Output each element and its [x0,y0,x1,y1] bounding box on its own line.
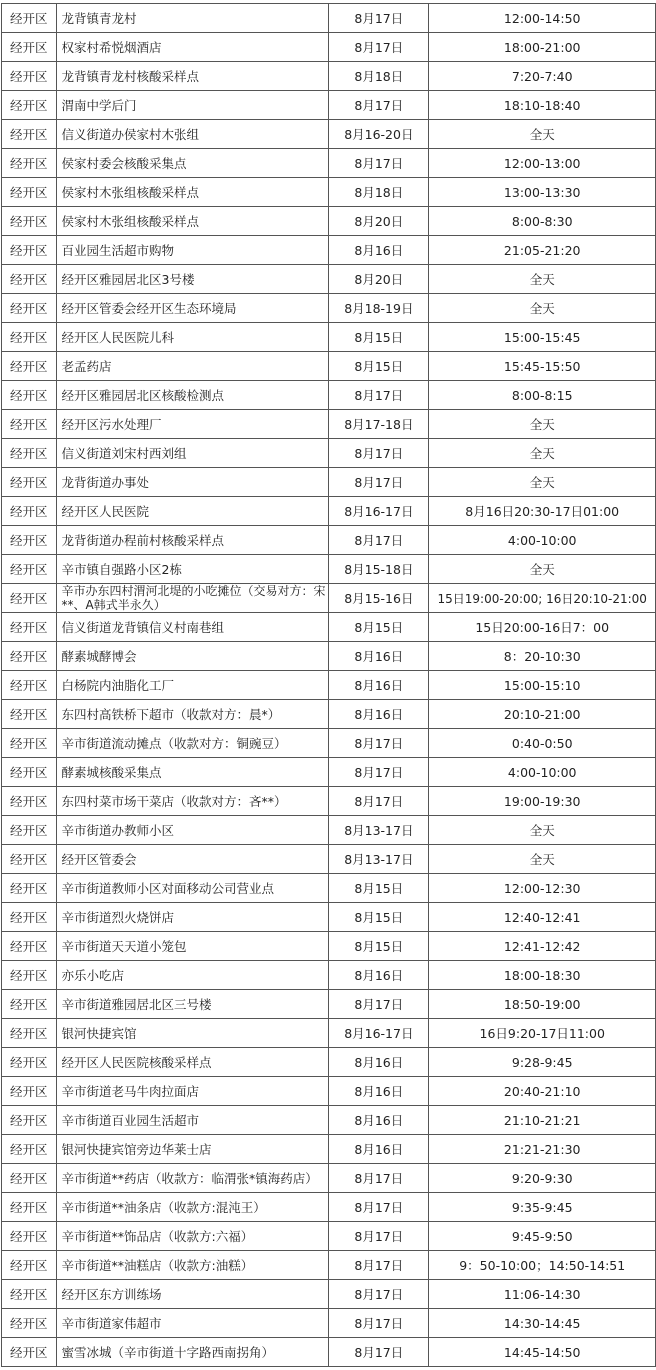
table-row [2,265,656,294]
table-row [2,584,656,613]
date-cell: 8月16日 [329,700,429,729]
date-cell: 8月17-18日 [329,410,429,439]
table-row [2,1048,656,1077]
time-cell: 18:10-18:40 [429,91,656,120]
exposure-locations-table [1,3,656,1367]
area-cell: 经开区 [2,149,57,178]
location-cell: 龙背街道办事处 [56,468,329,497]
table-row [2,91,656,120]
time-cell: 全天 [429,120,656,149]
time-cell: 13:00-13:30 [429,178,656,207]
area-cell: 经开区 [2,1106,57,1135]
area-cell: 经开区 [2,1048,57,1077]
date-cell: 8月17日 [329,1309,429,1338]
time-cell: 8月16日20:30-17日01:00 [429,497,656,526]
time-cell: 9:20-9:30 [429,1164,656,1193]
area-cell: 经开区 [2,4,57,33]
area-cell: 经开区 [2,352,57,381]
area-cell: 经开区 [2,410,57,439]
table-row [2,323,656,352]
table-row [2,642,656,671]
time-cell: 全天 [429,816,656,845]
location-cell: 亦乐小吃店 [56,961,329,990]
table-row [2,1106,656,1135]
table-row [2,497,656,526]
time-cell: 20:40-21:10 [429,1077,656,1106]
time-cell: 14:30-14:45 [429,1309,656,1338]
location-cell: 经开区管委会 [56,845,329,874]
date-cell: 8月17日 [329,439,429,468]
area-cell: 经开区 [2,874,57,903]
location-cell: 白杨院内油脂化工厂 [56,671,329,700]
time-cell: 4:00-10:00 [429,758,656,787]
table-row [2,352,656,381]
time-cell: 12:00-14:50 [429,4,656,33]
location-cell: 蜜雪冰城（辛市街道十字路西南拐角） [56,1338,329,1367]
location-cell: 渭南中学后门 [56,91,329,120]
time-cell: 12:00-13:00 [429,149,656,178]
date-cell: 8月20日 [329,265,429,294]
table-row [2,1251,656,1280]
table-row [2,1077,656,1106]
area-cell: 经开区 [2,236,57,265]
area-cell: 经开区 [2,468,57,497]
table-row [2,236,656,265]
date-cell: 8月18日 [329,62,429,91]
time-cell: 15日20:00-16日7：00 [429,613,656,642]
time-cell: 全天 [429,439,656,468]
date-cell: 8月16日 [329,1135,429,1164]
date-cell: 8月17日 [329,381,429,410]
time-cell: 12:41-12:42 [429,932,656,961]
location-cell: 老孟药店 [56,352,329,381]
area-cell: 经开区 [2,1338,57,1367]
date-cell: 8月16日 [329,642,429,671]
location-cell: 辛市街道**油条店（收款方:混沌王） [56,1193,329,1222]
time-cell: 全天 [429,410,656,439]
location-cell: 侯家村委会核酸采集点 [56,149,329,178]
table-row [2,932,656,961]
date-cell: 8月13-17日 [329,845,429,874]
location-cell: 酵素城核酸采集点 [56,758,329,787]
time-cell: 8:00-8:15 [429,381,656,410]
table-row [2,120,656,149]
date-cell: 8月17日 [329,1280,429,1309]
time-cell: 20:10-21:00 [429,700,656,729]
table-row [2,207,656,236]
date-cell: 8月20日 [329,207,429,236]
date-cell: 8月16日 [329,961,429,990]
area-cell: 经开区 [2,932,57,961]
area-cell: 经开区 [2,1135,57,1164]
time-cell: 18:00-18:30 [429,961,656,990]
area-cell: 经开区 [2,497,57,526]
table-body [2,4,656,1367]
table-row [2,1019,656,1048]
date-cell: 8月15日 [329,874,429,903]
date-cell: 8月17日 [329,758,429,787]
table-row [2,903,656,932]
location-cell: 辛市街道雅园居北区三号楼 [56,990,329,1019]
date-cell: 8月17日 [329,149,429,178]
table-row [2,613,656,642]
area-cell: 经开区 [2,671,57,700]
area-cell: 经开区 [2,294,57,323]
area-cell: 经开区 [2,729,57,758]
table-row [2,990,656,1019]
time-cell: 14:45-14:50 [429,1338,656,1367]
area-cell: 经开区 [2,120,57,149]
table-row [2,178,656,207]
time-cell: 19:00-19:30 [429,787,656,816]
time-cell: 18:00-21:00 [429,33,656,62]
location-cell: 辛市街道烈火烧饼店 [56,903,329,932]
location-cell: 辛市街道**饰品店（收款方:六福） [56,1222,329,1251]
date-cell: 8月15日 [329,352,429,381]
time-cell: 15日19:00-20:00; 16日20:10-21:00 [429,584,656,613]
area-cell: 经开区 [2,381,57,410]
time-cell: 12:40-12:41 [429,903,656,932]
area-cell: 经开区 [2,1280,57,1309]
time-cell: 15:00-15:10 [429,671,656,700]
location-cell: 辛市街道百业园生活超市 [56,1106,329,1135]
location-cell: 东四村高铁桥下超市（收款对方：晨*） [56,700,329,729]
table-row [2,787,656,816]
date-cell: 8月13-17日 [329,816,429,845]
time-cell: 21:10-21:21 [429,1106,656,1135]
location-cell: 龙背镇青龙村 [56,4,329,33]
time-cell: 15:45-15:50 [429,352,656,381]
date-cell: 8月16日 [329,1048,429,1077]
location-cell: 辛市街道**药店（收款方：临渭张*镇海药店） [56,1164,329,1193]
area-cell: 经开区 [2,758,57,787]
location-cell: 辛市街道老马牛肉拉面店 [56,1077,329,1106]
time-cell: 15:00-15:45 [429,323,656,352]
time-cell: 全天 [429,555,656,584]
table-row [2,961,656,990]
area-cell: 经开区 [2,265,57,294]
location-cell: 经开区管委会经开区生态环境局 [56,294,329,323]
time-cell: 0:40-0:50 [429,729,656,758]
date-cell: 8月18日 [329,178,429,207]
date-cell: 8月17日 [329,990,429,1019]
date-cell: 8月15日 [329,613,429,642]
area-cell: 经开区 [2,178,57,207]
location-cell: 龙背街道办程前村核酸采样点 [56,526,329,555]
table-row [2,4,656,33]
location-cell: 信义街道办侯家村木张组 [56,120,329,149]
location-cell: 酵素城酵博会 [56,642,329,671]
table-row [2,816,656,845]
time-cell: 18:50-19:00 [429,990,656,1019]
location-cell: 银河快捷宾馆 [56,1019,329,1048]
location-cell: 经开区雅园居北区3号楼 [56,265,329,294]
area-cell: 经开区 [2,62,57,91]
table-row [2,439,656,468]
area-cell: 经开区 [2,91,57,120]
table-row [2,1193,656,1222]
area-cell: 经开区 [2,961,57,990]
location-cell: 侯家村木张组核酸采样点 [56,178,329,207]
location-cell: 信义街道刘宋村西刘组 [56,439,329,468]
table-row [2,33,656,62]
table-row [2,729,656,758]
date-cell: 8月16日 [329,236,429,265]
area-cell: 经开区 [2,555,57,584]
location-cell: 龙背镇青龙村核酸采样点 [56,62,329,91]
area-cell: 经开区 [2,700,57,729]
date-cell: 8月17日 [329,526,429,555]
time-cell: 9:45-9:50 [429,1222,656,1251]
time-cell: 全天 [429,294,656,323]
location-cell: 经开区雅园居北区核酸检测点 [56,381,329,410]
time-cell: 21:21-21:30 [429,1135,656,1164]
date-cell: 8月17日 [329,4,429,33]
date-cell: 8月15日 [329,932,429,961]
location-cell: 辛市街道家伟超市 [56,1309,329,1338]
table-row [2,1135,656,1164]
table-row [2,1280,656,1309]
area-cell: 经开区 [2,439,57,468]
location-cell: 百业园生活超市购物 [56,236,329,265]
date-cell: 8月17日 [329,787,429,816]
table-row [2,700,656,729]
location-cell: 辛市办东四村渭河北堤的小吃摊位（交易对方：宋**、A韩式半永久） [56,584,329,613]
area-cell: 经开区 [2,207,57,236]
date-cell: 8月16日 [329,1077,429,1106]
location-cell: 经开区污水处理厂 [56,410,329,439]
time-cell: 12:00-12:30 [429,874,656,903]
location-cell: 辛市镇自强路小区2栋 [56,555,329,584]
date-cell: 8月16-17日 [329,497,429,526]
area-cell: 经开区 [2,33,57,62]
table-row [2,1338,656,1367]
area-cell: 经开区 [2,526,57,555]
table-row [2,874,656,903]
date-cell: 8月17日 [329,91,429,120]
time-cell: 9：50-10:00；14:50-14:51 [429,1251,656,1280]
time-cell: 8:00-8:30 [429,207,656,236]
date-cell: 8月17日 [329,729,429,758]
table-row [2,1222,656,1251]
area-cell: 经开区 [2,1193,57,1222]
location-cell: 经开区人民医院儿科 [56,323,329,352]
table-row [2,468,656,497]
table-row [2,294,656,323]
area-cell: 经开区 [2,323,57,352]
time-cell: 9:28-9:45 [429,1048,656,1077]
date-cell: 8月15-16日 [329,584,429,613]
date-cell: 8月16-20日 [329,120,429,149]
time-cell: 4:00-10:00 [429,526,656,555]
area-cell: 经开区 [2,845,57,874]
area-cell: 经开区 [2,1164,57,1193]
location-cell: 辛市街道办教师小区 [56,816,329,845]
time-cell: 7:20-7:40 [429,62,656,91]
area-cell: 经开区 [2,1077,57,1106]
date-cell: 8月18-19日 [329,294,429,323]
date-cell: 8月16日 [329,1106,429,1135]
location-cell: 信义街道龙背镇信义村南巷组 [56,613,329,642]
date-cell: 8月17日 [329,1222,429,1251]
time-cell: 9:35-9:45 [429,1193,656,1222]
time-cell: 16日9:20-17日11:00 [429,1019,656,1048]
area-cell: 经开区 [2,787,57,816]
date-cell: 8月17日 [329,1193,429,1222]
area-cell: 经开区 [2,584,57,613]
location-cell: 经开区东方训练场 [56,1280,329,1309]
date-cell: 8月17日 [329,468,429,497]
area-cell: 经开区 [2,1309,57,1338]
area-cell: 经开区 [2,903,57,932]
date-cell: 8月15日 [329,903,429,932]
time-cell: 全天 [429,845,656,874]
table-row [2,526,656,555]
date-cell: 8月16-17日 [329,1019,429,1048]
area-cell: 经开区 [2,1222,57,1251]
location-cell: 权家村希悦烟酒店 [56,33,329,62]
date-cell: 8月16日 [329,671,429,700]
area-cell: 经开区 [2,816,57,845]
date-cell: 8月15-18日 [329,555,429,584]
time-cell: 11:06-14:30 [429,1280,656,1309]
time-cell: 全天 [429,468,656,497]
table-row [2,845,656,874]
time-cell: 21:05-21:20 [429,236,656,265]
location-cell: 经开区人民医院核酸采样点 [56,1048,329,1077]
location-cell: 辛市街道**油糕店（收款方:油糕） [56,1251,329,1280]
table-row [2,671,656,700]
location-cell: 银河快捷宾馆旁边华莱士店 [56,1135,329,1164]
table-row [2,758,656,787]
area-cell: 经开区 [2,1019,57,1048]
date-cell: 8月17日 [329,1251,429,1280]
date-cell: 8月15日 [329,323,429,352]
location-cell: 东四村菜市场干菜店（收款对方：吝**） [56,787,329,816]
location-cell: 辛市街道天天道小笼包 [56,932,329,961]
location-cell: 辛市街道流动摊点（收款对方：铜豌豆） [56,729,329,758]
location-cell: 辛市街道教师小区对面移动公司营业点 [56,874,329,903]
area-cell: 经开区 [2,642,57,671]
area-cell: 经开区 [2,990,57,1019]
date-cell: 8月17日 [329,1338,429,1367]
date-cell: 8月17日 [329,1164,429,1193]
table-row [2,1309,656,1338]
area-cell: 经开区 [2,613,57,642]
location-cell: 经开区人民医院 [56,497,329,526]
table-row [2,1164,656,1193]
table-row [2,410,656,439]
time-cell: 全天 [429,265,656,294]
table-row [2,555,656,584]
location-cell: 侯家村木张组核酸采样点 [56,207,329,236]
time-cell: 8：20-10:30 [429,642,656,671]
date-cell: 8月17日 [329,33,429,62]
area-cell: 经开区 [2,1251,57,1280]
table-row [2,381,656,410]
table-row [2,62,656,91]
table-row [2,149,656,178]
